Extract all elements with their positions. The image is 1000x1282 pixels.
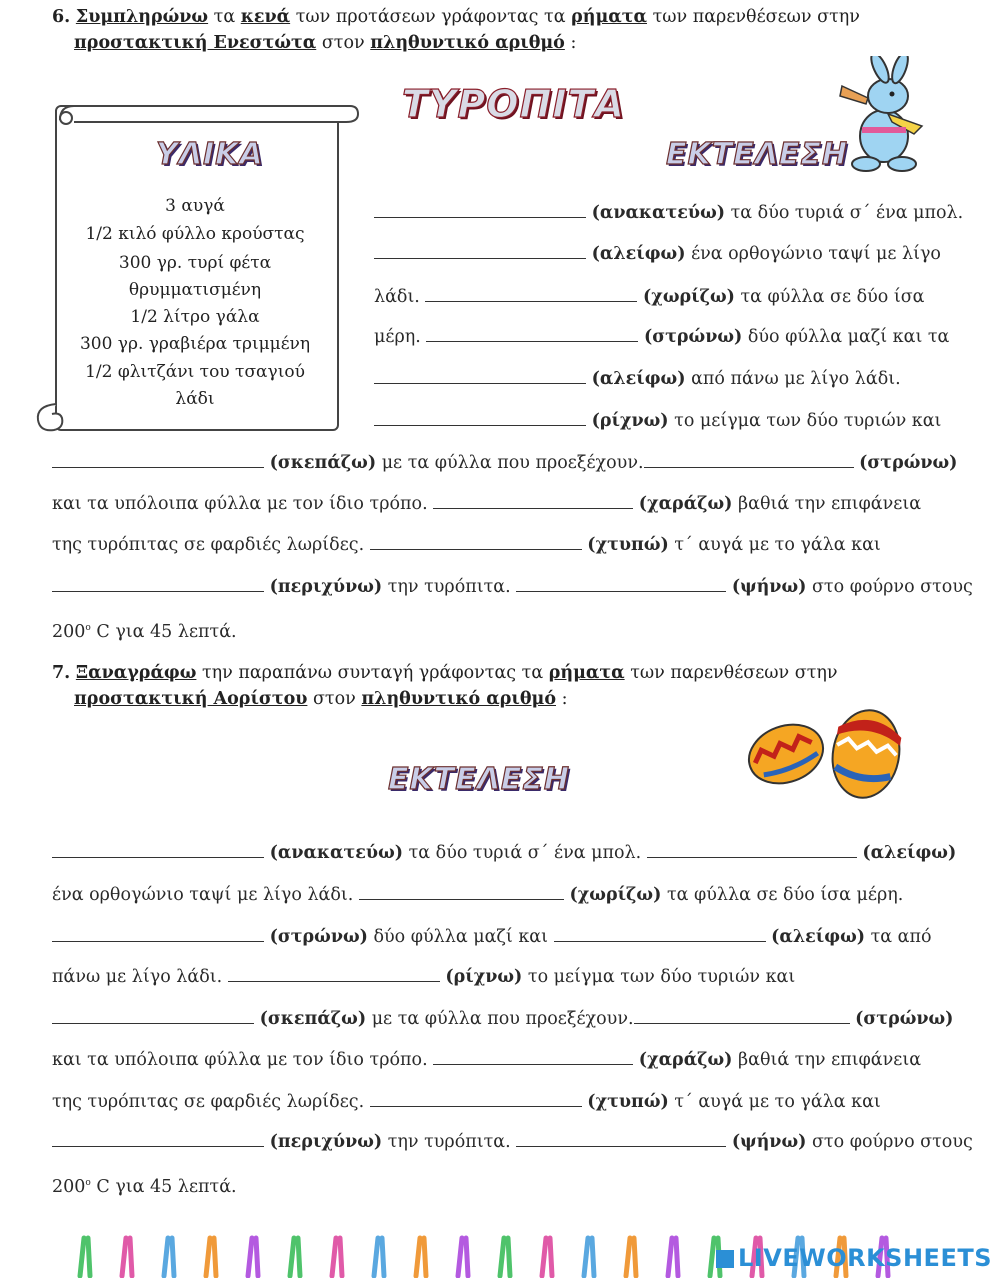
ingredient-line: 3 αυγά (165, 196, 225, 216)
answer-blank[interactable] (374, 244, 586, 259)
answer-blank[interactable] (634, 1009, 850, 1024)
answer-blank[interactable] (374, 203, 586, 218)
scroll-curl-top (50, 100, 360, 130)
recipe-line: της τυρόπιτας σε φαρδιές λωρίδες. (χτυπώ) τ΄ αυγά με το γάλα και (52, 1092, 881, 1112)
ingredients-title: ΥΛΙΚΑ (156, 137, 264, 172)
ingredient-line: 1/2 φλιτζάνι του τσαγιού (85, 362, 305, 382)
answer-blank[interactable] (426, 327, 638, 342)
easter-eggs-illustration (742, 702, 912, 802)
answer-blank[interactable] (52, 843, 264, 858)
ingredient-line: λάδι (175, 389, 215, 409)
execution-title-2: ΕΚΤΕΛΕΣΗ (388, 762, 571, 797)
exercise-6-instructions: 6. Συμπληρώνω τα κενά των προτάσεων γράφοντας τα ρήματα των παρενθέσεων στην προστακτική Ενεστώτα στον πληθυντικό αριθμό : (52, 7, 860, 53)
recipe-line: (στρώνω) δύο φύλλα μαζί και (αλείφω) τα από (52, 926, 932, 948)
recipe-line: μέρη. (στρώνω) δύο φύλλα μαζί και τα (374, 327, 950, 347)
answer-blank[interactable] (374, 411, 586, 426)
answer-blank[interactable] (52, 927, 264, 942)
recipe-line: της τυρόπιτας σε φαρδιές λωρίδες. (χτυπώ) τ΄ αυγά με το γάλα και (52, 535, 881, 555)
recipe-line: και τα υπόλοιπα φύλλα με τον ίδιο τρόπο. (χαράζω) βαθιά την επιφάνεια (52, 1050, 922, 1070)
recipe-line: (ανακατεύω) τα δύο τυριά σ΄ ένα μπολ. (αλείφω) (52, 842, 956, 864)
answer-blank[interactable] (52, 1009, 254, 1024)
answer-blank[interactable] (374, 369, 586, 384)
liveworksheets-logo-icon (716, 1250, 734, 1268)
answer-blank[interactable] (370, 1092, 582, 1107)
recipe-line: ένα ορθογώνιο ταψί με λίγο λάδι. (χωρίζω) τα φύλλα σε δύο ίσα μέρη. (52, 885, 904, 905)
ingredient-line: θρυμματισμένη (128, 280, 262, 300)
recipe-title: ΤΥΡΟΠΙΤΑ (402, 82, 625, 126)
recipe-line: (αλείφω) από πάνω με λίγο λάδι. (374, 368, 901, 390)
answer-blank[interactable] (359, 885, 564, 900)
recipe-line: (ρίχνω) το μείγμα των δύο τυριών και (374, 410, 941, 432)
recipe-line: (ανακατεύω) τα δύο τυριά σ΄ ένα μπολ. (374, 202, 963, 224)
answer-blank[interactable] (52, 577, 264, 592)
answer-blank[interactable] (433, 1050, 633, 1065)
recipe-line: (περιχύνω) την τυρόπιτα. (ψήνω) στο φούρνο στους (52, 1131, 973, 1153)
answer-blank[interactable] (228, 967, 440, 982)
answer-blank[interactable] (644, 453, 854, 468)
answer-blank[interactable] (370, 535, 582, 550)
ingredient-line: 300 γρ. τυρί φέτα (118, 253, 272, 273)
answer-blank[interactable] (52, 1132, 264, 1147)
ingredient-line: 1/2 κιλό φύλλο κρούστας (85, 224, 305, 244)
ingredient-line: 1/2 λίτρο γάλα (130, 307, 260, 327)
recipe-line: (αλείφω) ένα ορθογώνιο ταψί με λίγο (374, 243, 941, 265)
recipe-line: λάδι. (χωρίζω) τα φύλλα σε δύο ίσα (374, 287, 925, 307)
ingredient-line: 300 γρ. γραβιέρα τριμμένη (79, 334, 311, 354)
recipe-line: (σκεπάζω) με τα φύλλα που προεξέχουν. (στρώνω) (52, 1008, 953, 1030)
answer-blank[interactable] (516, 577, 726, 592)
recipe-line: (περιχύνω) την τυρόπιτα. (ψήνω) στο φούρνο στους (52, 576, 973, 598)
answer-blank[interactable] (516, 1132, 726, 1147)
answer-blank[interactable] (52, 453, 264, 468)
exercise-7-instructions: 7. Ξαναγράφω την παραπάνω συνταγή γράφοντας τα ρήματα των παρενθέσεων στην προστακτική Αορίστου στον πληθυντικό αριθμό : (52, 663, 838, 709)
recipe-line: (σκεπάζω) με τα φύλλα που προεξέχουν. (στρώνω) (52, 452, 957, 474)
execution-title: ΕΚΤΕΛΕΣΗ (666, 137, 849, 172)
liveworksheets-watermark: LIVEWORKSHEETS (716, 1244, 992, 1272)
recipe-line: 200$^o$ C για 45 λεπτά. (52, 621, 237, 642)
recipe-line: 200$^o$ C για 45 λεπτά. (52, 1176, 237, 1197)
exercise-number: 7. (52, 663, 71, 683)
recipe-line: και τα υπόλοιπα φύλλα με τον ίδιο τρόπο. (χαράζω) βαθιά την επιφάνεια (52, 494, 922, 514)
answer-blank[interactable] (554, 927, 766, 942)
answer-blank[interactable] (433, 494, 633, 509)
exercise-number: 6. (52, 7, 71, 27)
answer-blank[interactable] (647, 843, 857, 858)
recipe-line: πάνω με λίγο λάδι. (ρίχνω) το μείγμα των δύο τυριών και (52, 967, 796, 987)
answer-blank[interactable] (425, 287, 637, 302)
